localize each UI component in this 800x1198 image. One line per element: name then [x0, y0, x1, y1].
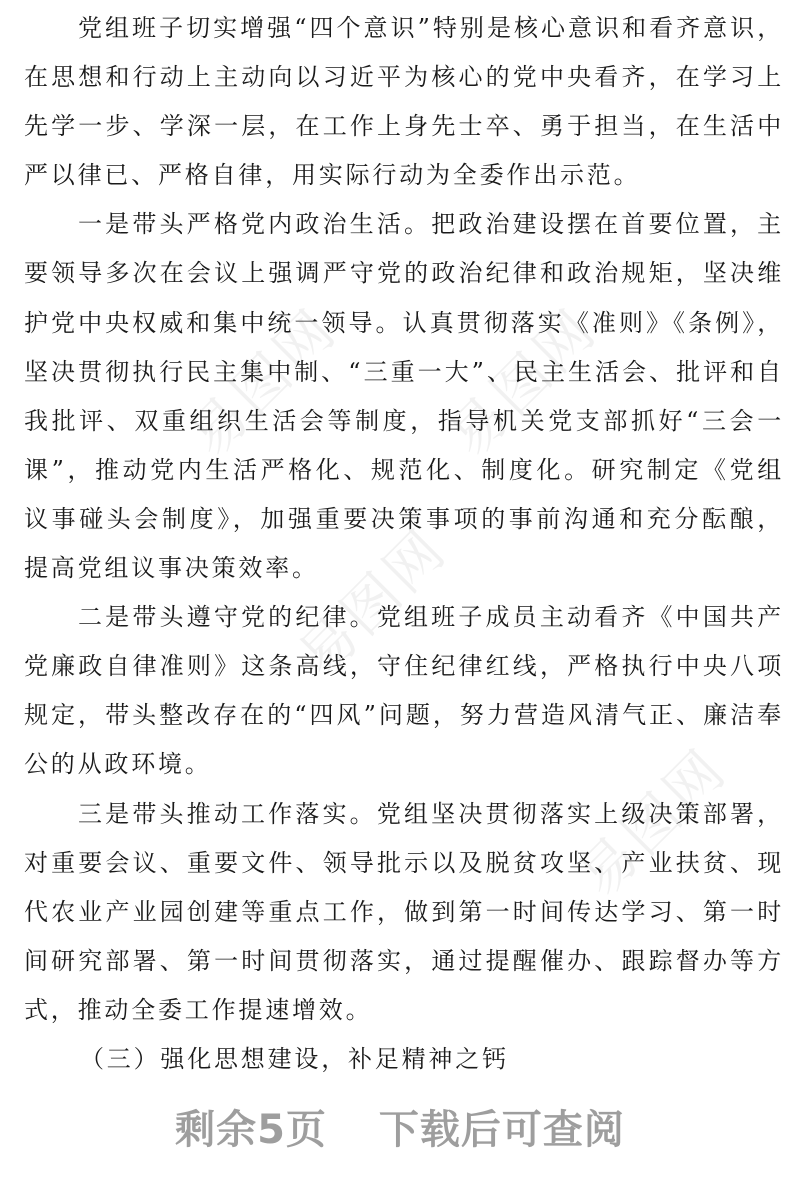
document-body: [24, 4, 784, 1084]
watermark: 易图网: [566, 736, 740, 910]
remaining-pages-label: 剩余5页: [175, 1107, 327, 1153]
watermark: 易图网: [286, 516, 460, 690]
watermark: 易图网: [436, 296, 610, 470]
download-prompt[interactable]: [0, 1098, 800, 1155]
paragraph-intro: 党组班子切实增强“四个意识”特别是核心意识和看齐意识，在思想和行动上主动向以习近平为核心的党中央看齐，在学习上先学一步、学深一层，在工作上身先士卒、勇于担当，在生活中严以律已、严格自律，用实际行动为全委作出示范。: [24, 14, 784, 190]
watermark: 易图网: [176, 296, 350, 470]
paragraph-implementation: 三是带头推动工作落实。党组坚决贯彻落实上级决策部署，对重要会议、重要文件、领导批示以及脱贫攻坚、产业扶贫、现代农业产业园创建等重点工作，做到第一时间传达学习、第一时间研究部署、第一时间贯彻落实，通过提醒催办、跟踪督办等方式，推动全委工作提速增效。: [24, 799, 784, 1024]
paragraph-discipline: 二是带头遵守党的纪律。党组班子成员主动看齐《中国共产党廉政自律准则》这条高线，守住纪律红线，严格执行中央八项规定，带头整改存在的“四风”问题，努力营造风清气正、廉洁奉公的从政环境。: [24, 603, 784, 779]
paragraph-party-life: 一是带头严格党内政治生活。把政治建设摆在首要位置，主要领导多次在会议上强调严守党的政治纪律和政治规矩，坚决维护党中央权威和集中统一领导。认真贯彻落实《准则》《条例》，坚决贯彻执行民主集中制、“三重一大”、民主生活会、批评和自我批评、双重组织生活会等制度，指导机关党支部抓好“三会一课”，推动党内生活严格化、规范化、制度化。研究制定《党组议事碰头会制度》，加强重要决策事项的事前沟通和充分酝酿，提高党组议事决策效率。: [24, 210, 784, 583]
download-to-view-label: 下载后可查阅: [378, 1107, 625, 1153]
section-heading: （三）强化思想建设，补足精神之钙: [80, 1044, 509, 1073]
